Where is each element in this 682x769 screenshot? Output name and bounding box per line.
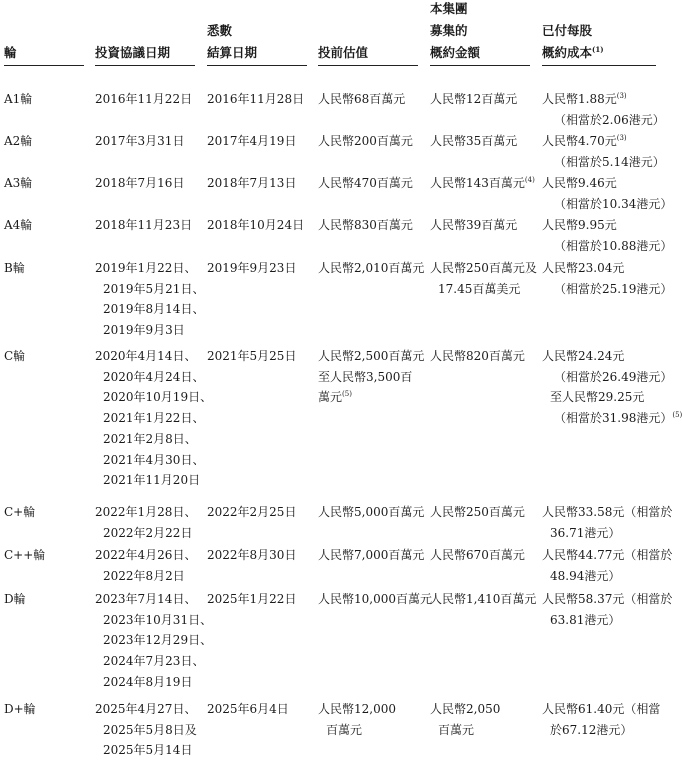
header-valuation-text: 投前估值	[318, 45, 369, 60]
cost-text: 63.81港元）	[550, 612, 621, 627]
cost-text: （相當於26.49港元）	[554, 369, 673, 384]
agreement-text: 2016年11月22日	[95, 92, 193, 106]
valuation-text: 百萬元	[326, 722, 363, 737]
amount-footnote: (4)	[524, 176, 535, 184]
cost-line	[542, 523, 672, 544]
cost-line	[542, 215, 672, 236]
agreement-text: 2024年8月19日	[103, 674, 193, 689]
amount-line	[430, 720, 500, 741]
cost-text: （相當於2.06港元）	[554, 112, 665, 127]
cost-line	[542, 720, 660, 741]
cost-line	[542, 367, 682, 388]
cost-line	[542, 545, 672, 566]
cell-settlement	[207, 173, 296, 194]
amount-line	[430, 589, 536, 610]
valuation-line	[318, 545, 424, 566]
cost-footnote: (3)	[616, 92, 627, 100]
header-amount-line-2: 募集的	[430, 23, 468, 38]
agreement-line	[95, 720, 197, 741]
amount-text: 人民幣12百萬元	[430, 92, 518, 106]
agreement-line	[95, 89, 192, 110]
settlement-line	[207, 589, 296, 610]
agreement-text: 2018年7月16日	[95, 176, 185, 190]
agreement-line	[95, 215, 192, 236]
header-round-text: 輪	[4, 45, 17, 60]
cost-line	[542, 502, 672, 523]
agreement-text: 2021年11月20日	[103, 473, 201, 488]
round-text: C++輪	[4, 548, 46, 562]
cost-text: 人民幣9.95元	[542, 218, 617, 232]
cost-text: （相當於25.19港元）	[554, 281, 673, 296]
settlement-text: 2019年9月23日	[207, 261, 297, 275]
amount-text: 人民幣1,410百萬元	[430, 592, 537, 606]
cost-line	[542, 346, 682, 367]
cell-round	[4, 699, 36, 720]
cost-text: 人民幣33.58元（相當於	[542, 505, 673, 519]
agreement-line	[95, 589, 212, 610]
cost-line	[542, 110, 665, 131]
amount-line	[430, 502, 525, 523]
agreement-text: 2018年11月23日	[95, 218, 193, 232]
round-text: D輪	[4, 592, 26, 606]
round-text: D+輪	[4, 702, 36, 716]
agreement-line	[95, 545, 196, 566]
header-rule-amount	[430, 65, 530, 66]
agreement-text: 2024年7月23日、	[103, 654, 205, 669]
settlement-line	[207, 346, 296, 367]
valuation-line	[318, 387, 424, 408]
cost-line	[542, 236, 672, 257]
agreement-line	[95, 408, 212, 429]
cost-line	[542, 610, 672, 631]
amount-text: 17.45百萬美元	[438, 281, 521, 296]
cost-line	[542, 173, 672, 194]
header-settlement-line-1: 悉數	[207, 23, 233, 38]
cost-footnote: (5)	[672, 411, 682, 420]
cell-cost	[542, 589, 672, 630]
round-text: A3輪	[4, 176, 33, 190]
cost-line	[542, 408, 682, 429]
cell-valuation	[318, 545, 424, 566]
cell-cost	[542, 89, 665, 130]
cell-round	[4, 502, 35, 523]
cost-line	[542, 89, 665, 110]
cell-settlement	[207, 258, 296, 279]
cell-amount	[430, 699, 500, 740]
cell-settlement	[207, 545, 296, 566]
settlement-line	[207, 173, 296, 194]
valuation-text: 人民幣68百萬元	[318, 92, 406, 106]
valuation-line	[318, 173, 413, 194]
cost-text: 人民幣4.70元	[542, 134, 617, 148]
cell-settlement	[207, 215, 304, 236]
cost-text: 人民幣58.37元（相當於	[542, 592, 673, 606]
cell-settlement	[207, 346, 296, 367]
round-text: A1輪	[4, 92, 33, 106]
agreement-line	[95, 299, 204, 320]
header-round	[4, 42, 17, 64]
header-cost-line-1: 已付每股	[542, 23, 593, 38]
cell-settlement	[207, 699, 289, 720]
valuation-line	[318, 589, 432, 610]
cell-valuation	[318, 131, 413, 152]
cost-text: 人民幣1.88元	[542, 92, 617, 106]
settlement-text: 2022年2月25日	[207, 505, 297, 519]
agreement-text: 2022年8月2日	[103, 568, 185, 583]
agreement-line	[95, 523, 196, 544]
round-text: B輪	[4, 261, 25, 275]
agreement-line	[95, 470, 212, 491]
settlement-line	[207, 502, 296, 523]
cell-valuation	[318, 173, 413, 194]
cell-settlement	[207, 502, 296, 523]
agreement-line	[95, 258, 204, 279]
header-rule-cost	[542, 65, 656, 66]
cell-agreement	[95, 502, 196, 543]
header-cost-text: 概約成本	[542, 45, 593, 60]
agreement-line	[95, 699, 197, 720]
agreement-text: 2017年3月31日	[95, 134, 185, 148]
agreement-line	[95, 502, 196, 523]
agreement-text: 2023年12月29日、	[103, 633, 213, 648]
cost-line	[542, 258, 672, 279]
cost-text: 人民幣23.04元	[542, 261, 625, 275]
agreement-text: 2019年1月22日、	[95, 261, 197, 275]
cell-amount	[430, 131, 517, 152]
amount-text: 人民幣2,050	[430, 702, 501, 716]
agreement-text: 2020年4月14日、	[95, 349, 197, 363]
settlement-text: 2018年7月13日	[207, 176, 297, 190]
agreement-line	[95, 610, 212, 631]
settlement-text: 2025年1月22日	[207, 592, 297, 606]
cell-valuation	[318, 699, 396, 740]
cell-round	[4, 215, 32, 236]
header-cost-per-share	[542, 20, 604, 64]
amount-line	[430, 173, 535, 194]
settlement-line	[207, 699, 289, 720]
cost-text: 人民幣24.24元	[542, 349, 625, 363]
amount-text: 人民幣143百萬元	[430, 176, 525, 190]
valuation-text: 人民幣470百萬元	[318, 176, 413, 190]
agreement-line	[95, 131, 184, 152]
cell-valuation	[318, 258, 424, 279]
valuation-footnote: (5)	[342, 390, 352, 399]
agreement-line	[95, 740, 197, 761]
valuation-text: 人民幣7,000百萬元	[318, 548, 425, 562]
settlement-text: 2018年10月24日	[207, 218, 305, 232]
cost-text: 36.71港元）	[550, 525, 621, 540]
agreement-text: 2021年2月8日、	[103, 431, 197, 446]
amount-line	[430, 131, 517, 152]
amount-line	[430, 346, 525, 367]
agreement-line	[95, 651, 212, 672]
cell-agreement	[95, 131, 184, 152]
settlement-text: 2025年6月4日	[207, 702, 289, 716]
valuation-line	[318, 720, 396, 741]
valuation-text: 人民幣200百萬元	[318, 134, 413, 148]
cost-text: （相當於31.98港元）	[554, 411, 673, 426]
cost-text: 人民幣9.46元	[542, 176, 617, 190]
valuation-line	[318, 258, 424, 279]
cost-line	[542, 566, 672, 587]
header-agreement-date-text: 投資協議日期	[95, 45, 171, 60]
agreement-line	[95, 450, 212, 471]
cell-cost	[542, 131, 665, 172]
cost-footnote: (3)	[616, 134, 627, 142]
valuation-text: 萬元	[318, 390, 343, 405]
cost-line	[542, 279, 672, 300]
cell-amount	[430, 89, 517, 110]
agreement-text: 2019年8月14日、	[103, 302, 205, 317]
cost-line	[542, 152, 665, 173]
amount-text: 百萬元	[438, 722, 475, 737]
cell-agreement	[95, 89, 192, 110]
cell-agreement	[95, 258, 204, 341]
cost-line	[542, 387, 682, 408]
round-text: A2輪	[4, 134, 33, 148]
settlement-text: 2017年4月19日	[207, 134, 297, 148]
header-rule-settlement	[207, 65, 307, 66]
amount-line	[430, 279, 537, 300]
cell-round	[4, 346, 25, 367]
agreement-text: 2023年7月14日、	[95, 592, 197, 606]
cell-cost	[542, 545, 672, 586]
agreement-text: 2025年4月27日、	[95, 702, 197, 716]
cell-amount	[430, 215, 517, 236]
agreement-text: 2021年1月22日、	[103, 411, 205, 426]
cell-amount	[430, 258, 537, 299]
agreement-text: 2021年4月30日、	[103, 452, 205, 467]
cell-settlement	[207, 131, 296, 152]
cost-line	[542, 699, 660, 720]
amount-line	[430, 258, 537, 279]
amount-line	[430, 699, 500, 720]
amount-text: 人民幣39百萬元	[430, 218, 518, 232]
agreement-text: 2022年2月22日	[103, 525, 193, 540]
settlement-line	[207, 131, 296, 152]
cell-amount	[430, 502, 525, 523]
valuation-line	[318, 502, 424, 523]
valuation-text: 人民幣12,000	[318, 702, 396, 716]
header-settlement-date	[207, 20, 257, 64]
cost-text: 48.94港元）	[550, 568, 621, 583]
cost-text: 人民幣61.40元（相當	[542, 702, 661, 716]
valuation-line	[318, 131, 413, 152]
agreement-line	[95, 387, 212, 408]
cell-round	[4, 258, 25, 279]
header-cost-line-2	[542, 42, 604, 64]
valuation-text: 人民幣2,500百萬元	[318, 349, 425, 363]
settlement-line	[207, 89, 304, 110]
amount-text: 人民幣250百萬元及	[430, 261, 537, 275]
agreement-line	[95, 346, 212, 367]
cell-round	[4, 131, 32, 152]
settlement-line	[207, 215, 304, 236]
header-settlement-line-2: 結算日期	[207, 45, 258, 60]
settlement-text: 2016年11月28日	[207, 92, 305, 106]
header-rule-agreement	[95, 65, 195, 66]
cell-valuation	[318, 502, 424, 523]
header-cost-footnote: (1)	[592, 45, 604, 54]
valuation-line	[318, 699, 396, 720]
cost-text: 至人民幣29.25元	[550, 390, 645, 405]
cost-text: （相當於10.34港元）	[554, 196, 673, 211]
agreement-line	[95, 566, 196, 587]
agreement-text: 2022年1月28日、	[95, 505, 197, 519]
cell-amount	[430, 346, 525, 367]
settlement-text: 2022年8月30日	[207, 548, 297, 562]
cell-round	[4, 89, 32, 110]
cell-round	[4, 545, 45, 566]
amount-text: 人民幣820百萬元	[430, 349, 525, 363]
agreement-line	[95, 173, 184, 194]
cell-amount	[430, 589, 536, 610]
header-rule-round	[4, 65, 84, 66]
agreement-text: 2022年4月26日、	[95, 548, 197, 562]
valuation-line	[318, 215, 413, 236]
cell-agreement	[95, 545, 196, 586]
valuation-line	[318, 367, 424, 388]
agreement-text: 2019年5月21日、	[103, 281, 205, 296]
cell-round	[4, 589, 26, 610]
header-rule-valuation	[318, 65, 418, 66]
cell-cost	[542, 258, 672, 299]
settlement-text: 2021年5月25日	[207, 349, 297, 363]
amount-text: 人民幣35百萬元	[430, 134, 518, 148]
agreement-text: 2025年5月14日	[103, 743, 193, 758]
cell-agreement	[95, 589, 212, 693]
amount-line	[430, 215, 517, 236]
agreement-text: 2020年10月19日、	[103, 390, 213, 405]
agreement-line	[95, 672, 212, 693]
valuation-line	[318, 89, 405, 110]
valuation-text: 至人民幣3,500百	[318, 369, 413, 384]
cell-amount	[430, 545, 525, 566]
settlement-line	[207, 258, 296, 279]
round-text: C+輪	[4, 505, 36, 519]
agreement-text: 2023年10月31日、	[103, 612, 213, 627]
agreement-line	[95, 320, 204, 341]
cost-line	[542, 589, 672, 610]
agreement-line	[95, 367, 212, 388]
cell-cost	[542, 346, 682, 429]
cell-amount	[430, 173, 535, 194]
agreement-line	[95, 429, 212, 450]
cost-text: 於67.12港元）	[550, 722, 633, 737]
agreement-line	[95, 630, 212, 651]
cell-valuation	[318, 215, 413, 236]
cell-settlement	[207, 89, 304, 110]
cell-cost	[542, 215, 672, 256]
round-text: C輪	[4, 349, 26, 363]
header-agreement-date	[95, 42, 170, 64]
cost-text: （相當於10.88港元）	[554, 238, 673, 253]
valuation-text: 人民幣830百萬元	[318, 218, 413, 232]
header-amount-line-3: 概約金額	[430, 45, 481, 60]
cell-agreement	[95, 173, 184, 194]
cost-line	[542, 194, 672, 215]
valuation-text: 人民幣5,000百萬元	[318, 505, 425, 519]
header-valuation	[318, 42, 368, 64]
cell-round	[4, 173, 32, 194]
cell-agreement	[95, 346, 212, 491]
cell-valuation	[318, 346, 424, 408]
valuation-text: 人民幣2,010百萬元	[318, 261, 425, 275]
cell-valuation	[318, 589, 432, 610]
header-amount-line-1: 本集團	[430, 1, 468, 16]
valuation-text: 人民幣10,000百萬元	[318, 592, 432, 606]
agreement-line	[95, 279, 204, 300]
cost-text: （相當於5.14港元）	[554, 154, 665, 169]
amount-text: 人民幣250百萬元	[430, 505, 525, 519]
cell-agreement	[95, 215, 192, 236]
amount-line	[430, 545, 525, 566]
cell-cost	[542, 699, 660, 740]
settlement-line	[207, 545, 296, 566]
cell-cost	[542, 173, 672, 214]
cell-settlement	[207, 589, 296, 610]
cost-text: 人民幣44.77元（相當於	[542, 548, 673, 562]
cell-cost	[542, 502, 672, 543]
amount-line	[430, 89, 517, 110]
agreement-text: 2019年9月3日	[103, 323, 185, 338]
amount-text: 人民幣670百萬元	[430, 548, 525, 562]
header-amount-raised	[430, 0, 480, 64]
cell-agreement	[95, 699, 197, 761]
agreement-text: 2020年4月24日、	[103, 369, 205, 384]
round-text: A4輪	[4, 218, 33, 232]
agreement-text: 2025年5月8日及	[103, 722, 197, 737]
valuation-line	[318, 346, 424, 367]
cost-line	[542, 131, 665, 152]
cell-valuation	[318, 89, 405, 110]
